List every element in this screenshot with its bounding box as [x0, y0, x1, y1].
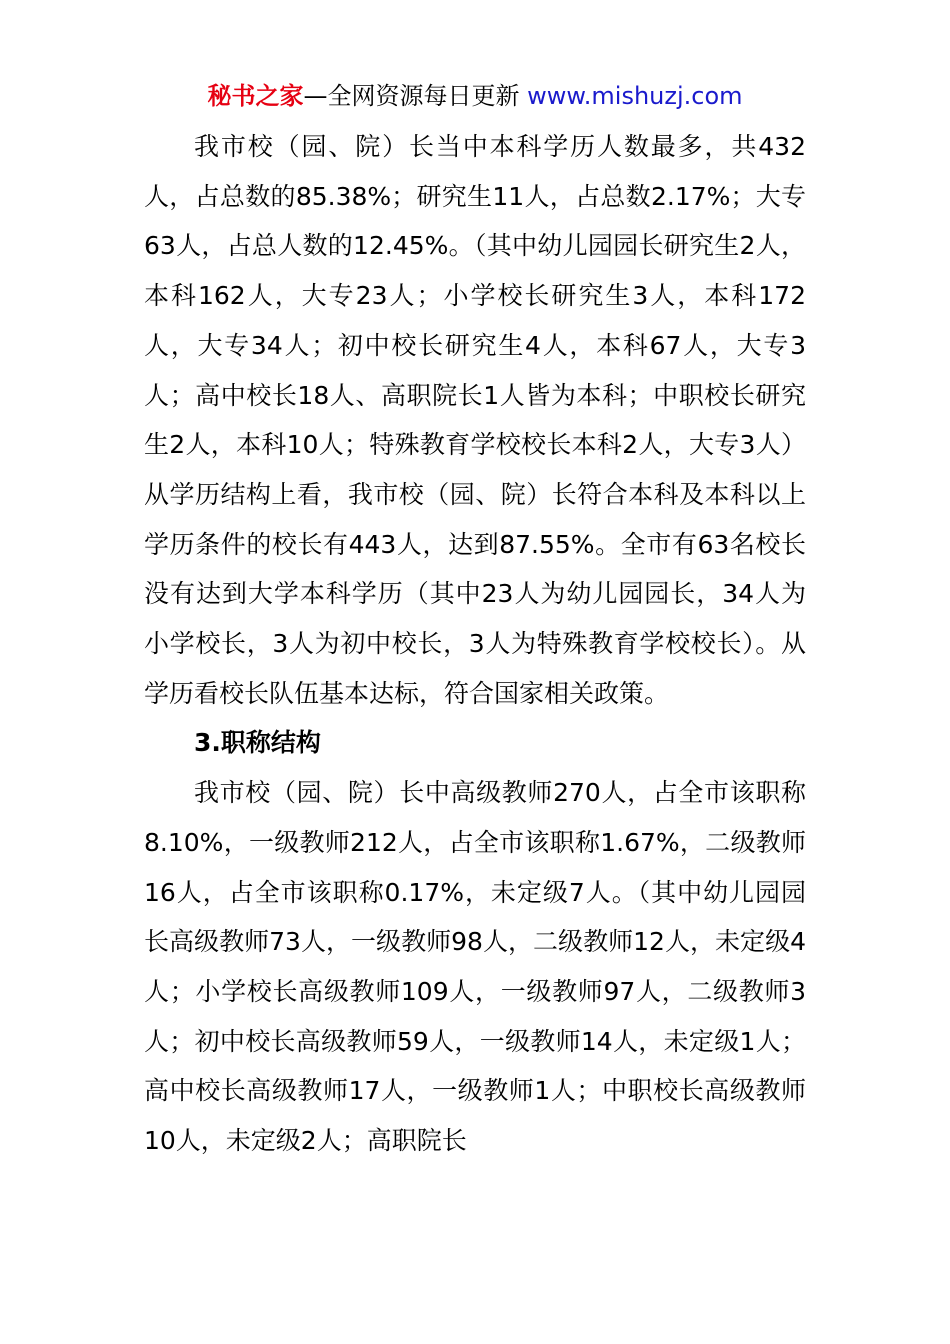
site-tagline: —全网资源每日更新 — [303, 82, 528, 110]
section-heading-title-structure: 3.职称结构 — [194, 728, 321, 758]
paragraph-education-structure: 我市校（园、院）长当中本科学历人数最多，共432人，占总数的85.38%；研究生11人，占总数2.17%；大专63人，占总人数的12.45%。（其中幼儿园园长研究生2人，本科162人，大专23人；小学校长研究生3人，本科172人，大专34人；初中校长研究生4人，本科67人，大专3人；高中校长18人、高职院长1人皆为本科；中职校长研究生2人，本科10人；特殊教育学校校长本科2人，大专3人）从学历结构上看，我市校（园、院）长符合本科及本科以上学历条件的校长有443人，达到87.55%。全市有63名校长没有达到大学本科学历（其中23人为幼儿园园长，34人为小学校长，3人为初中校长，3人为特殊教育学校校长）。从学历看校长队伍基本达标，符合国家相关政策。 — [144, 132, 806, 708]
paragraph-title-structure: 我市校（园、院）长中高级教师270人，占全市该职称8.10%，一级教师212人，占全市该职称1.67%，二级教师16人，占全市该职称0.17%，未定级7人。（其中幼儿园园长高级教师73人，一级教师98人，二级教师12人，未定级4人；小学校长高级教师109人，一级教师97人，二级教师3人；初中校长高级教师59人，一级教师14人，未定级1人；高中校长高级教师17人，一级教师1人；中职校长高级教师10人，未定级2人；高职院长 — [144, 778, 806, 1156]
site-brand: 秘书之家 — [207, 82, 304, 110]
site-header — [0, 80, 950, 112]
document-body — [144, 122, 806, 1166]
site-url-link[interactable]: www.mishuzj.com — [527, 82, 743, 110]
